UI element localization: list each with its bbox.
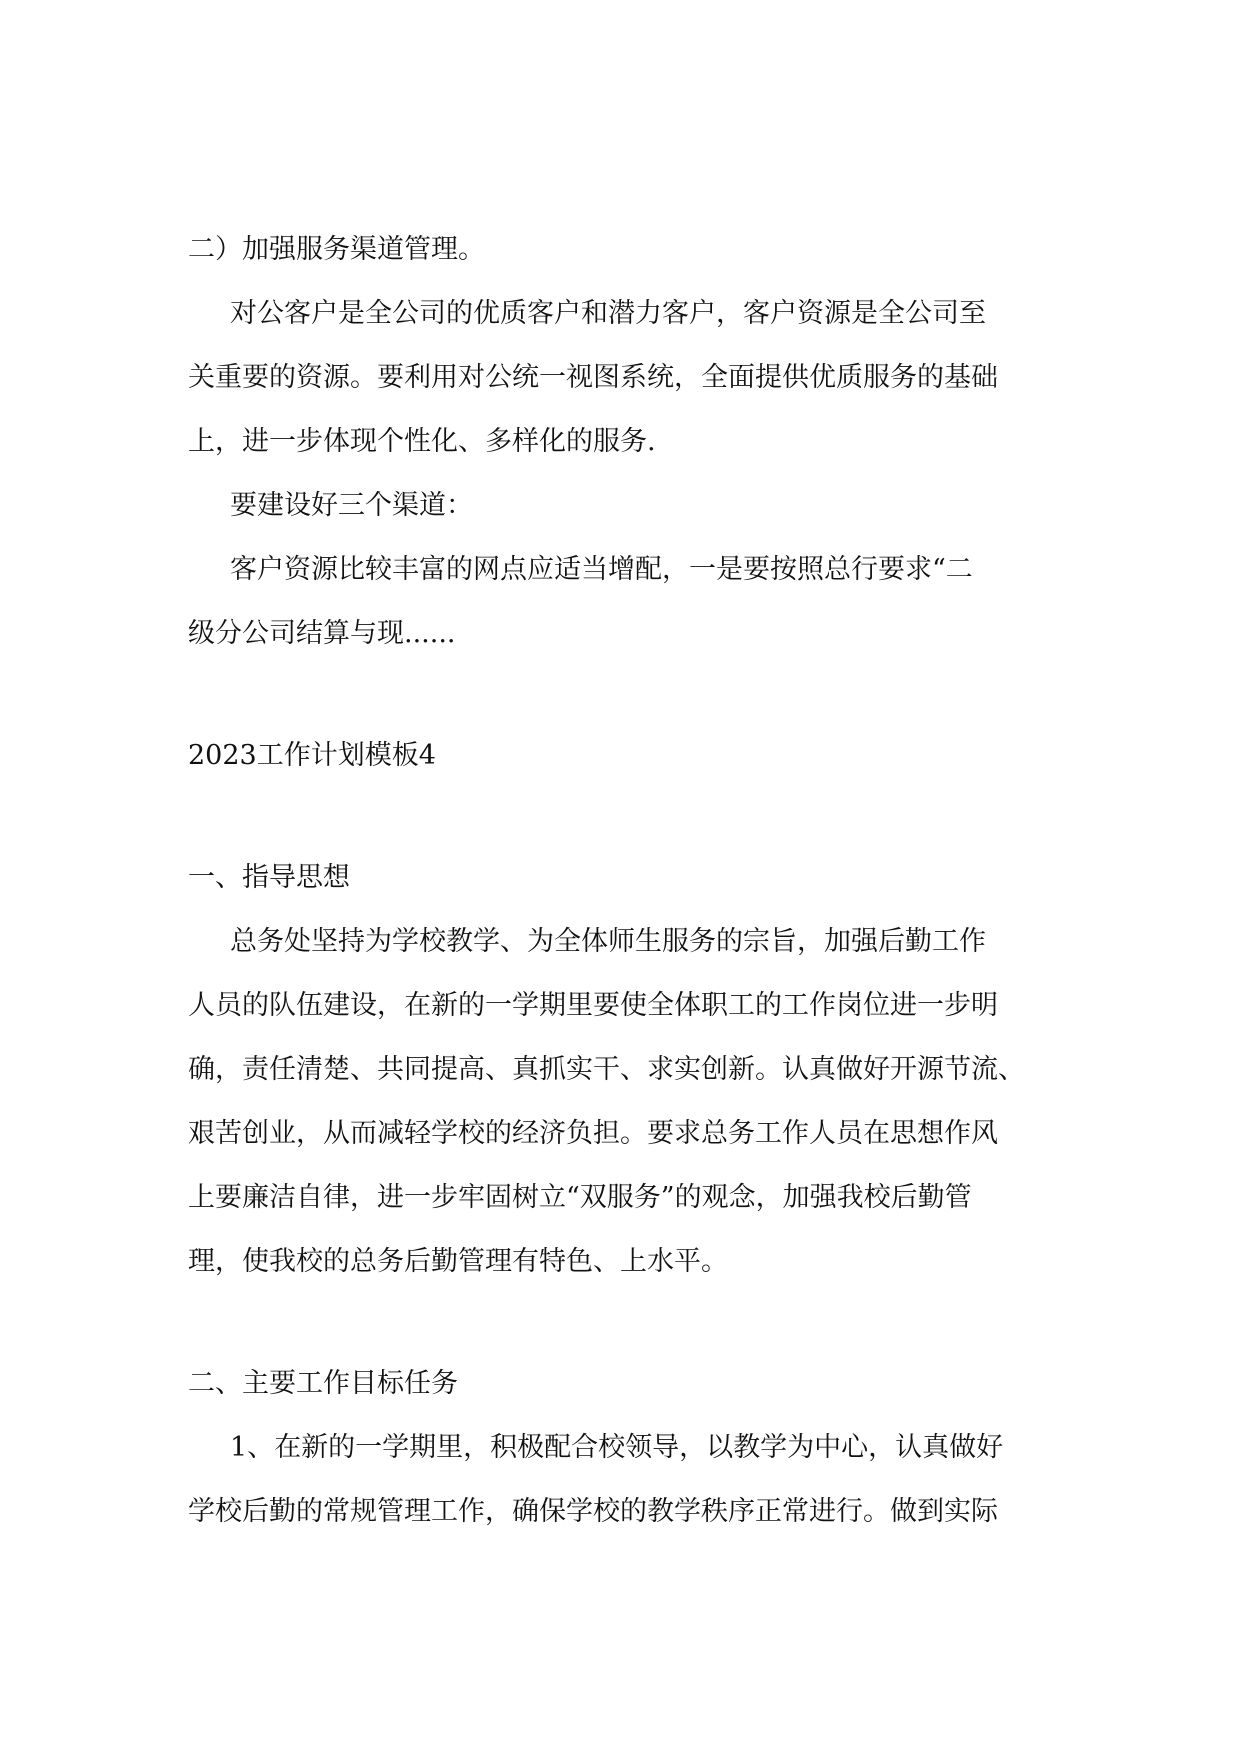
paragraph-line: 学校后勤的常规管理工作，确保学校的教学秩序正常进行。做到实际 [188, 1496, 998, 1527]
paragraph-line: 确，责任清楚、共同提高、真抓实干、求实创新。认真做好开源节流、 [188, 1054, 1025, 1085]
paragraph-line: 关重要的资源。要利用对公统一视图系统，全面提供优质服务的基础 [188, 362, 998, 393]
paragraph-line: 上要廉洁自律，进一步牢固树立“双服务”的观念，加强我校后勤管 [188, 1182, 972, 1213]
paragraph-line: 上，进一步体现个性化、多样化的服务. [188, 426, 656, 457]
paragraph-line: 理，使我校的总务后勤管理有特色、上水平。 [188, 1246, 728, 1277]
paragraph-line: 对公客户是全公司的优质客户和潜力客户，客户资源是全公司至 [230, 298, 986, 329]
paragraph-line: 艰苦创业，从而减轻学校的经济负担。要求总务工作人员在思想作风 [188, 1118, 998, 1149]
paragraph-line: 1、在新的一学期里，积极配合校领导，以教学为中心，认真做好 [230, 1432, 1004, 1463]
paragraph-line: 人员的队伍建设，在新的一学期里要使全体职工的工作岗位进一步明 [188, 990, 998, 1021]
paragraph-line: 级分公司结算与现...... [188, 618, 456, 649]
paragraph-line: 客户资源比较丰富的网点应适当增配，一是要按照总行要求“二 [230, 554, 973, 585]
paragraph-line: 要建设好三个渠道： [230, 490, 473, 521]
section-heading-guiding-thought: 一、指导思想 [188, 862, 350, 893]
section-heading-channel-management: 二）加强服务渠道管理。 [188, 234, 485, 265]
paragraph-line: 总务处坚持为学校教学、为全体师生服务的宗旨，加强后勤工作 [230, 926, 986, 957]
section-heading-main-goals: 二、主要工作目标任务 [188, 1368, 458, 1399]
document-title: 2023工作计划模板4 [188, 740, 436, 771]
